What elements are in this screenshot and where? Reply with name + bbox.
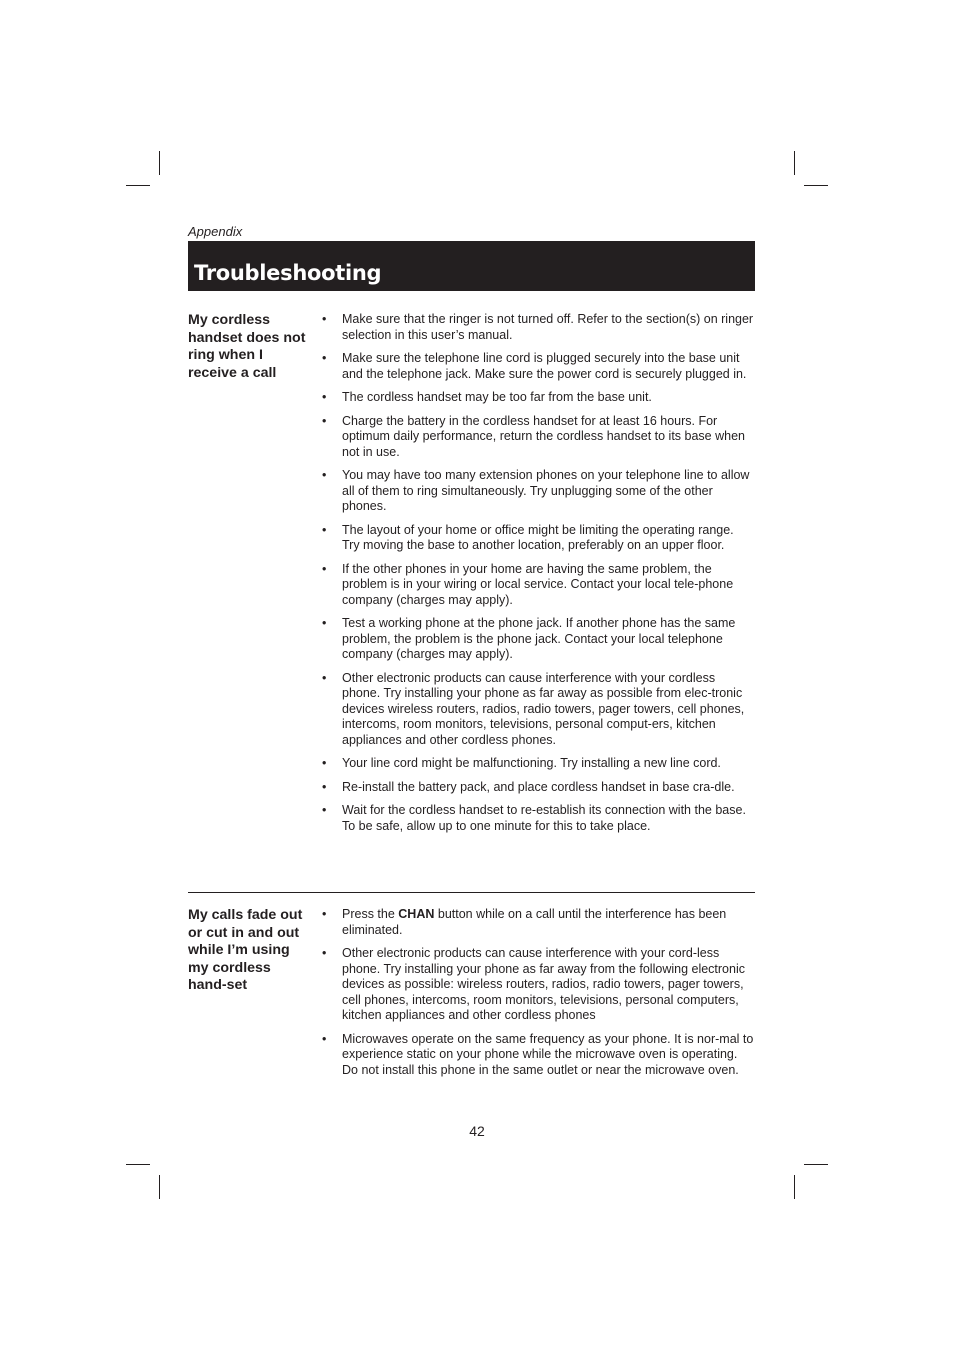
crop-mark <box>159 1175 160 1199</box>
bullet: • <box>322 561 327 576</box>
bullet: • <box>322 312 327 326</box>
bullet: • <box>322 756 327 770</box>
solution-list <box>322 312 754 842</box>
bullet: • <box>322 390 327 404</box>
list-item: • Press the CHAN button while on a call until the interference has been eliminated. <box>322 907 727 937</box>
list-item: • Make sure that the ringer is not turned off. Refer to the section(s) on ringer selection in this user’s manual. <box>322 312 754 342</box>
title-bar <box>188 241 755 291</box>
crop-mark <box>794 151 795 175</box>
bullet: • <box>322 779 327 794</box>
problem-heading: My cordless handset does not ring when I receive a call <box>188 312 306 381</box>
crop-mark <box>804 185 828 186</box>
list-item: • Other electronic products can cause interference with your cordless phone. Try installing your phone as far away as possible from elec-tronic devices wireless routers, radios, radio towers, pager towers, cell phones, intercoms, room monitors, televisions, personal comput-ers, kitchen appliances and other cordless phones. <box>322 670 745 747</box>
list-item: • You may have too many extension phones on your telephone line to allow all of them to ring simultaneously. Try unplugging some of the other phones. <box>322 468 750 513</box>
bullet: • <box>322 946 327 960</box>
bullet: • <box>322 522 327 537</box>
list-item: • Your line cord might be malfunctioning. Try installing a new line cord. <box>322 756 721 770</box>
list-item: • The layout of your home or office might be limiting the operating range. Try moving the base to another location, preferably on an upper floor. <box>322 522 734 552</box>
bullet: • <box>322 907 327 921</box>
list-item: • If the other phones in your home are having the same problem, the problem is in your wiring or local service. Contact your local tele-phone company (charges may apply). <box>322 561 734 607</box>
list-item: • Make sure the telephone line cord is plugged securely into the base unit and the telephone jack. Make sure the power cord is securely plugged in. <box>322 351 747 381</box>
bullet: • <box>322 670 327 685</box>
list-item: • Re-install the battery pack, and place cordless handset in base cra-dle. <box>322 779 735 794</box>
list-item: • Test a working phone at the phone jack. If another phone has the same problem, the problem is the phone jack. Contact your local telephone company (charges may apply). <box>322 616 736 661</box>
page-title: Troubleshooting <box>194 261 382 285</box>
crop-mark <box>126 1164 150 1165</box>
solution-list <box>322 907 754 1086</box>
crop-mark <box>159 151 160 175</box>
crop-mark <box>794 1175 795 1199</box>
bullet: • <box>322 413 327 428</box>
list-item: • Charge the battery in the cordless handset for at least 16 hours. For optimum daily performance, return the cordless handset to its base when not in use. <box>322 413 745 459</box>
list-item: • Wait for the cordless handset to re-establish its connection with the base. To be safe, allow up to one minute for this to take place. <box>322 803 746 833</box>
list-item: • Microwaves operate on the same frequency as your phone. It is nor-mal to experience static on your phone while the microwave oven is operating. Do not install this phone in the same outlet or near the microwave oven. <box>322 1031 754 1077</box>
section-divider <box>188 892 755 893</box>
list-item: • Other electronic products can cause interference with your cord-less phone. Try installing your phone as far away from the following electronic devices as possible: wireless routers, radios, radio towers, pager towers, cell phones, intercoms, room monitors, televisions, personal computers, kitchen appliances and other cordless phones <box>322 946 745 1022</box>
problem-heading: My calls fade out or cut in and out while I’m using my cordless hand-set <box>188 907 303 993</box>
list-item: • The cordless handset may be too far from the base unit. <box>322 390 652 404</box>
bullet: • <box>322 351 327 365</box>
crop-mark <box>804 1164 828 1165</box>
chan-button-label: CHAN <box>398 907 435 921</box>
page-number: 42 <box>469 1123 485 1139</box>
bullet: • <box>322 1031 327 1046</box>
crop-mark <box>126 185 150 186</box>
section-label: Appendix <box>188 224 243 239</box>
bullet: • <box>322 616 327 630</box>
bullet: • <box>322 803 327 817</box>
bullet: • <box>322 468 327 482</box>
